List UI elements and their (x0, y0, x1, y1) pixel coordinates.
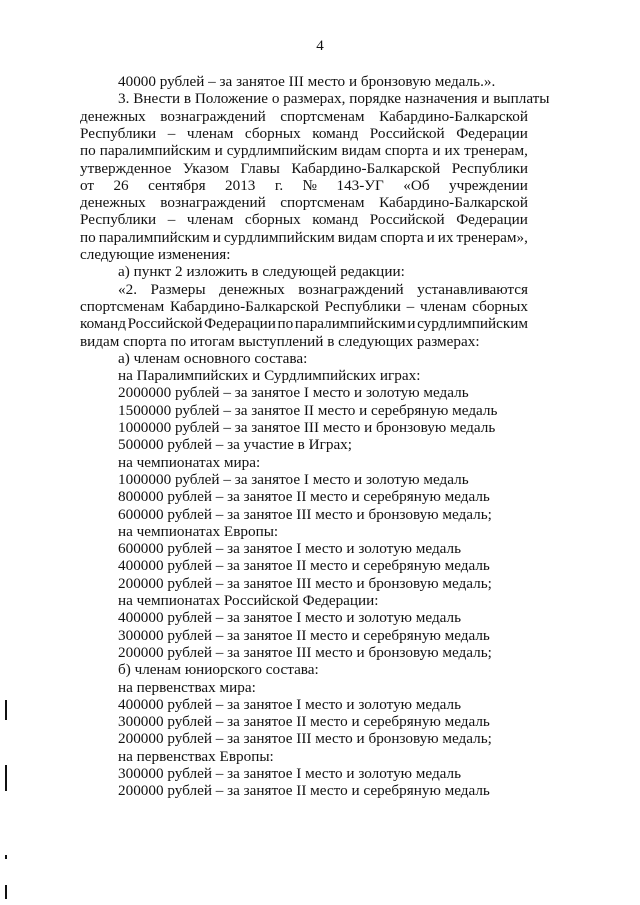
text-line: утвержденное Указом Главы Кабардино-Балкарской Республики (80, 159, 528, 177)
text-line: Республики – членам сборных команд Российской Федерации (80, 124, 528, 142)
text-line: а) членам основного состава: (118, 349, 308, 367)
text-line: следующие изменения: (80, 246, 231, 263)
text-line: команд Российской Федерации по паралимпийским и сурдлимпийским (80, 315, 528, 333)
text-line: денежных вознаграждений спортсменам Кабардино-Балкарской (80, 107, 528, 125)
margin-mark (5, 700, 7, 720)
text-line: 400000 рублей – за занятое I место и золотую медаль (118, 695, 462, 713)
text-line: 2000000 рублей – за занятое I место и золотую медаль (118, 384, 469, 402)
text-line: на первенствах мира: (118, 678, 256, 696)
text-line: на первенствах Европы: (118, 747, 274, 765)
text-line: 1000000 рублей – за занятое III место и бронзовую медаль (118, 419, 496, 436)
margin-mark (5, 885, 7, 899)
text-line: спортсменам Кабардино-Балкарской Республики – членам сборных (80, 297, 528, 315)
text-line: на чемпионатах мира: (118, 453, 261, 471)
text-line: на чемпионатах Российской Федерации: (118, 592, 379, 609)
text-line: 800000 рублей – за занятое II место и серебряную медаль (118, 488, 490, 506)
text-line: 300000 рублей – за занятое II место и серебряную медаль (118, 626, 490, 644)
text-line: Республики – членам сборных команд Российской Федерации (80, 211, 528, 229)
text-line: 400000 рублей – за занятое I место и золотую медаль (118, 609, 462, 627)
text-line: 600000 рублей – за занятое III место и бронзовую медаль; (118, 505, 492, 523)
text-line: 3. Внести в Положение о размерах, порядке назначения и выплаты (118, 90, 550, 108)
text-line: денежных вознаграждений спортсменам Кабардино-Балкарской (80, 194, 528, 212)
text-line: по паралимпийским и сурдлимпийским видам спорта и их тренерам», (80, 228, 528, 246)
text-line: видам спорта по итогам выступлений в следующих размерах: (80, 332, 480, 350)
text-line: 200000 рублей – за занятое III место и бронзовую медаль; (118, 574, 492, 592)
text-line: на чемпионатах Европы: (118, 522, 279, 540)
text-line: 1000000 рублей – за занятое I место и золотую медаль (118, 470, 469, 488)
text-line: а) пункт 2 изложить в следующей редакции: (118, 263, 405, 281)
margin-mark (5, 855, 7, 859)
text-line: по паралимпийским и сурдлимпийским видам спорта и их тренерам, (80, 142, 528, 160)
text-line: на Паралимпийских и Сурдлимпийских играх: (118, 367, 421, 385)
text-line: 200000 рублей – за занятое III место и бронзовую медаль; (118, 730, 492, 748)
text-line: 200000 рублей – за занятое III место и бронзовую медаль; (118, 643, 492, 661)
text-line: 400000 рублей – за занятое II место и серебряную медаль (118, 557, 490, 575)
text-line: 600000 рублей – за занятое I место и золотую медаль (118, 540, 462, 558)
text-line: 40000 рублей – за занятое III место и бронзовую медаль.». (118, 73, 496, 90)
text-line: 200000 рублей – за занятое II место и серебряную медаль (118, 782, 490, 800)
text-line: 500000 рублей – за участие в Играх; (118, 436, 352, 454)
text-line: 300000 рублей – за занятое I место и золотую медаль (118, 765, 462, 782)
text-line: «2. Размеры денежных вознаграждений устанавливаются (118, 280, 528, 298)
margin-mark (5, 765, 7, 791)
page-number: 4 (316, 38, 324, 54)
text-line: б) членам юниорского состава: (118, 661, 319, 679)
text-line: от 26 сентября 2013 г. № 143-УГ «Об учреждении (80, 176, 528, 194)
text-line: 300000 рублей – за занятое II место и серебряную медаль (118, 713, 490, 731)
text-line: 1500000 рублей – за занятое II место и серебряную медаль (118, 401, 498, 419)
